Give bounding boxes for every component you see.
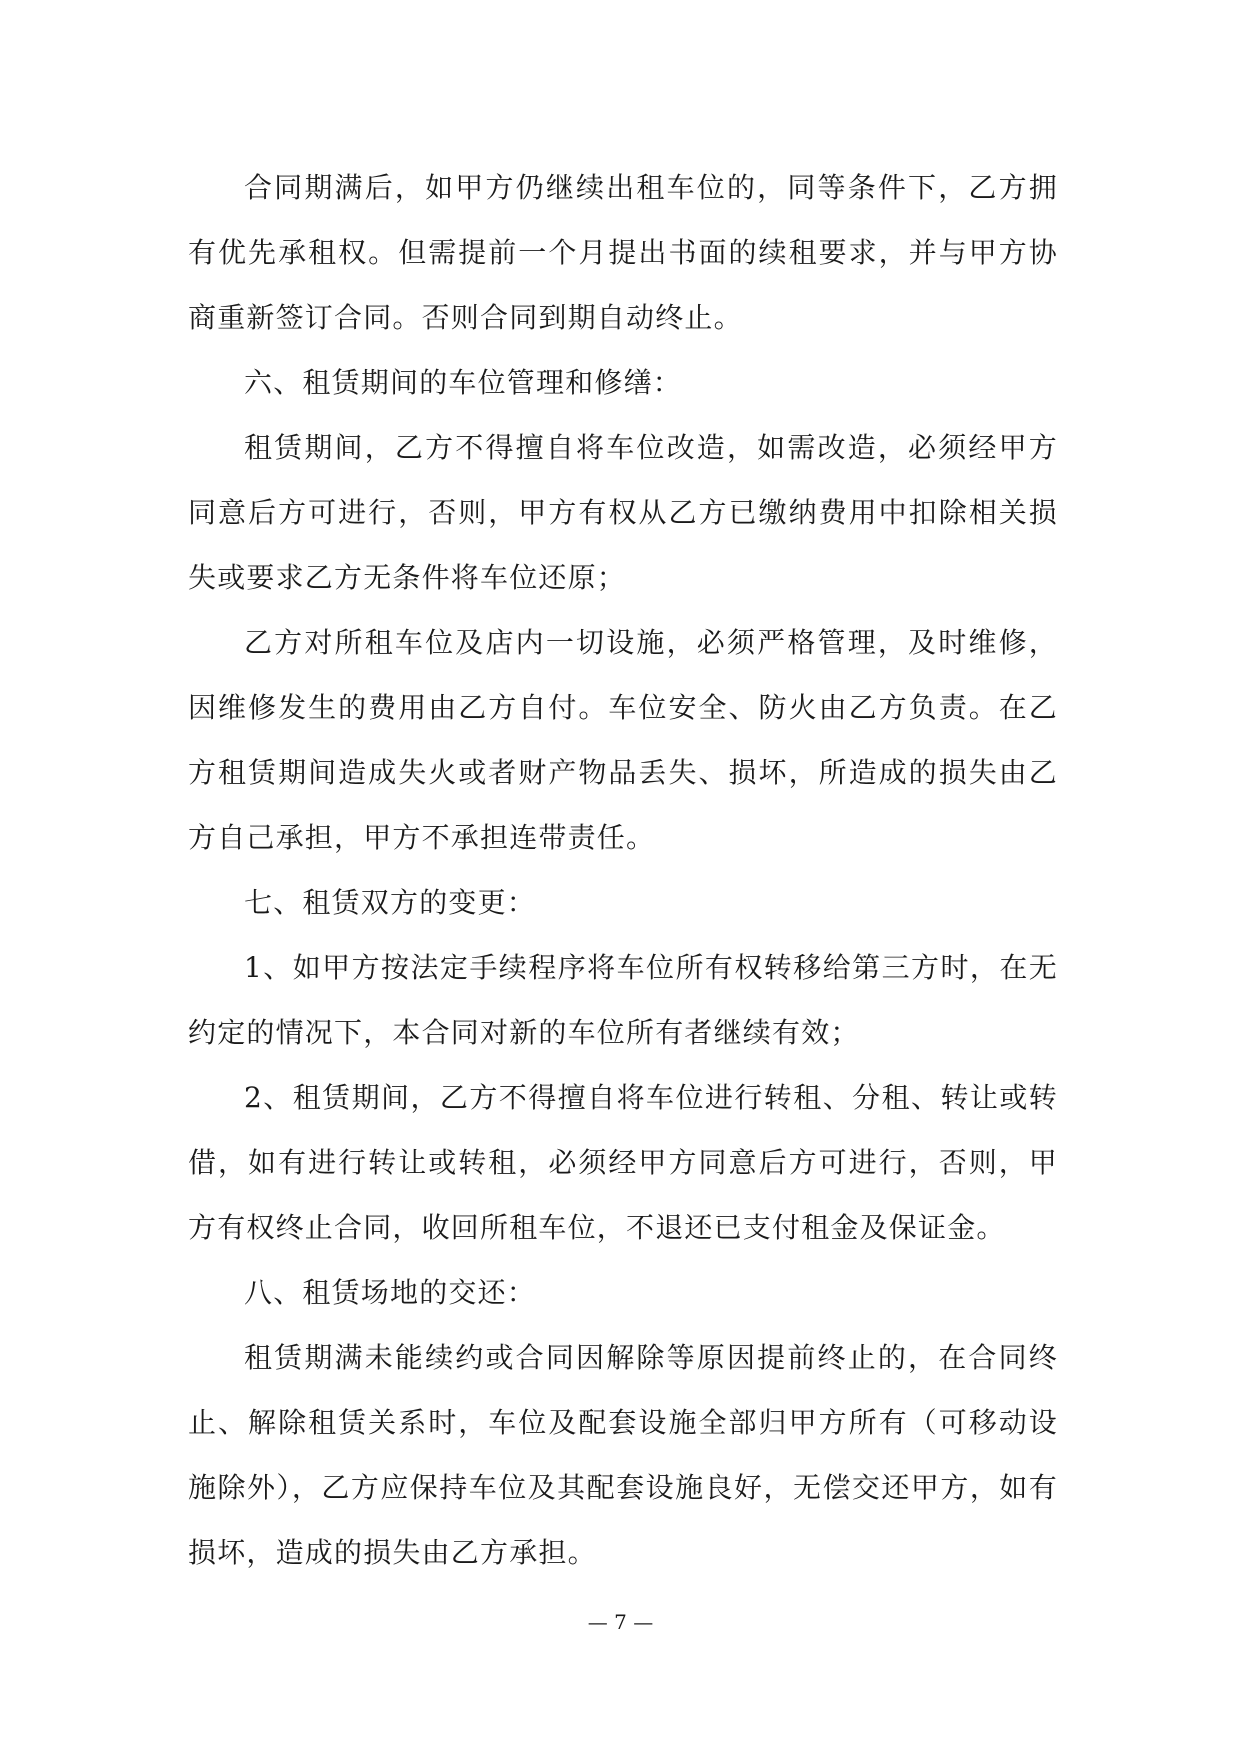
paragraph-renewal: 合同期满后，如甲方仍继续出租车位的，同等条件下，乙方拥有优先承租权。但需提前一个月提出书面的续租要求，并与甲方协商重新签订合同。否则合同到期自动终止。 <box>188 171 1058 334</box>
document-body <box>188 155 1058 1585</box>
section-heading-6: 六、租赁期间的车位管理和修缮： <box>244 366 683 399</box>
paragraph-modification: 租赁期间，乙方不得擅自将车位改造，如需改造，必须经甲方同意后方可进行，否则，甲方有权从乙方已缴纳费用中扣除相关损失或要求乙方无条件将车位还原； <box>188 431 1058 594</box>
paragraph-maintenance: 乙方对所租车位及店内一切设施，必须严格管理，及时维修，因维修发生的费用由乙方自付。车位安全、防火由乙方负责。在乙方租赁期间造成失火或者财产物品丢失、损坏，所造成的损失由乙方自己承担，甲方不承担连带责任。 <box>188 626 1058 854</box>
section-heading-7: 七、租赁双方的变更： <box>244 886 537 919</box>
paragraph-change-1: 1、如甲方按法定手续程序将车位所有权转移给第三方时，在无约定的情况下，本合同对新的车位所有者继续有效； <box>188 951 1058 1049</box>
section-heading-8: 八、租赁场地的交还： <box>244 1276 537 1309</box>
page-number: — 7 — <box>587 1610 654 1634</box>
paragraph-change-2: 2、租赁期间，乙方不得擅自将车位进行转租、分租、转让或转借，如有进行转让或转租，必须经甲方同意后方可进行，否则，甲方有权终止合同，收回所租车位，不退还已支付租金及保证金。 <box>188 1081 1058 1244</box>
paragraph-return: 租赁期满未能续约或合同因解除等原因提前终止的，在合同终止、解除租赁关系时，车位及配套设施全部归甲方所有（可移动设施除外），乙方应保持车位及其配套设施良好，无偿交还甲方，如有损坏，造成的损失由乙方承担。 <box>188 1341 1058 1569</box>
